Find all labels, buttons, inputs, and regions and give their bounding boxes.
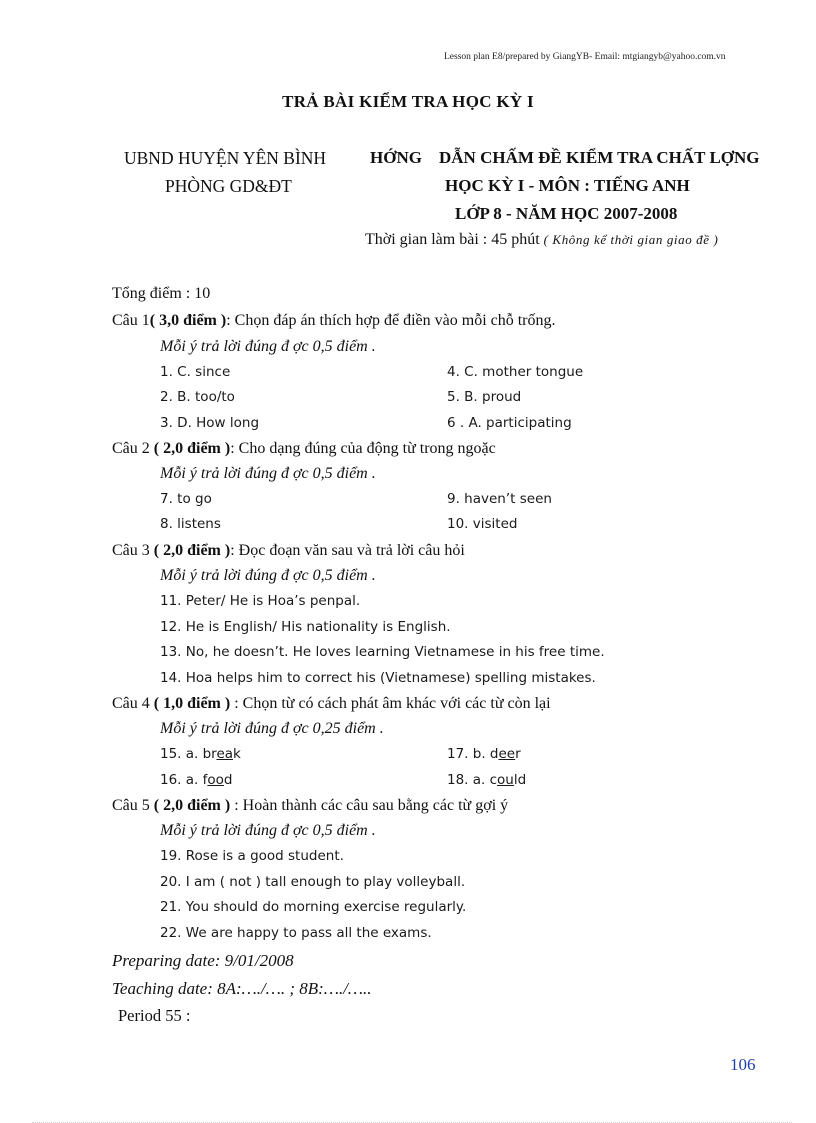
exam-time [365, 231, 718, 249]
section-2-desc: : Cho dạng đúng của động từ trong ngoặc [230, 440, 496, 457]
section-4-desc: : Chọn từ có cách phát âm khác với các từ còn lại [230, 695, 551, 712]
time-label: Thời gian làm bài : 45 phút [365, 231, 540, 248]
section-5-desc: : Hoàn thành các câu sau bằng các từ gợi ý [230, 797, 509, 814]
section-2-note: Mỗi ý trả lời đúng đ ợc 0,5 điểm . [160, 465, 376, 482]
answer-13: 13. No, he doesn’t. He loves learning Vietnamese in his free time. [160, 644, 605, 660]
section-1-note: Mỗi ý trả lời đúng đ ợc 0,5 điểm . [160, 338, 376, 355]
answer-10: 10. visited [447, 516, 518, 532]
answer-11: 11. Peter/ He is Hoa’s penpal. [160, 593, 361, 609]
section-5-points: ( 2,0 điểm ) [153, 797, 231, 814]
answer-1: 1. C. since [160, 364, 231, 380]
section-1-label: Câu 1 [112, 312, 150, 329]
section-3-note: Mỗi ý trả lời đúng đ ợc 0,5 điểm . [160, 567, 376, 584]
section-3-label: Câu 3 [112, 542, 150, 559]
section-3-desc: : Đọc đoạn văn sau và trả lời câu hỏi [230, 542, 465, 559]
section-5-label: Câu 5 [112, 797, 150, 814]
preparing-date: Preparing date: 9/01/2008 [112, 951, 294, 970]
answer-15: 15. a. break [160, 746, 241, 762]
period-label: Period 55 : [118, 1006, 191, 1025]
section-2-label: Câu 2 [112, 440, 150, 457]
answer-8: 8. listens [160, 516, 221, 532]
section-5-note: Mỗi ý trả lời đúng đ ợc 0,5 điểm . [160, 822, 376, 839]
document-title: TRẢ BÀI KIỂM TRA HỌC KỲ I [282, 92, 534, 111]
section-5-heading [112, 797, 508, 815]
section-1-heading [112, 312, 556, 330]
section-2-points: ( 2,0 điểm ) [153, 440, 231, 457]
guide-word: HỚNG [370, 148, 422, 167]
section-3-points: ( 2,0 điểm ) [153, 542, 231, 559]
section-2-heading [112, 440, 496, 458]
answer-19: 19. Rose is a good student. [160, 848, 344, 864]
section-1-desc: : Chọn đáp án thích hợp để điền vào mỗi chỗ trống. [226, 312, 556, 329]
running-header: Lesson plan E8/prepared by GiangYB- Email: mtgiangyb@yahoo.com.vn [444, 52, 726, 62]
section-4-points: ( 1,0 điểm ) [153, 695, 231, 712]
guide-line-2: HỌC KỲ I - MÔN : TIẾNG ANH [445, 176, 690, 195]
org-line-1: UBND HUYỆN YÊN BÌNH [124, 148, 327, 168]
answer-14: 14. Hoa helps him to correct his (Vietnamese) spelling mistakes. [160, 670, 596, 686]
section-3-heading [112, 542, 465, 560]
time-note: ( Không kể thời gian giao đề ) [543, 232, 719, 247]
answer-9: 9. haven’t seen [447, 491, 552, 507]
answer-22: 22. We are happy to pass all the exams. [160, 925, 432, 941]
org-line-2: PHÒNG GD&ĐT [165, 176, 292, 196]
section-4-label: Câu 4 [112, 695, 150, 712]
guide-line-3: LỚP 8 - NĂM HỌC 2007-2008 [455, 204, 678, 223]
answer-20: 20. I am ( not ) tall enough to play volleyball. [160, 874, 466, 890]
section-1-points: ( 3,0 điểm ) [149, 312, 227, 329]
answer-16: 16. a. food [160, 772, 233, 788]
answer-4: 4. C. mother tongue [447, 364, 584, 380]
answer-18: 18. a. could [447, 772, 527, 788]
answer-17: 17. b. deer [447, 746, 521, 762]
page-number: 106 [730, 1055, 756, 1074]
answer-2: 2. B. too/to [160, 389, 235, 405]
teaching-date: Teaching date: 8A:…./…. ; 8B:…./….. [112, 979, 372, 998]
section-4-heading [112, 695, 551, 713]
answer-21: 21. You should do morning exercise regularly. [160, 899, 467, 915]
answer-12: 12. He is English/ His nationality is English. [160, 619, 451, 635]
guide-line-1: DẪN CHẤM ĐỀ KIỂM TRA CHẤT LỢNG [439, 148, 760, 167]
answer-5: 5. B. proud [447, 389, 522, 405]
answer-6: 6 . A. participating [447, 415, 572, 431]
total-score: Tổng điểm : 10 [112, 285, 211, 302]
answer-7: 7. to go [160, 491, 212, 507]
answer-3: 3. D. How long [160, 415, 260, 431]
section-4-note: Mỗi ý trả lời đúng đ ợc 0,25 điểm . [160, 720, 384, 737]
